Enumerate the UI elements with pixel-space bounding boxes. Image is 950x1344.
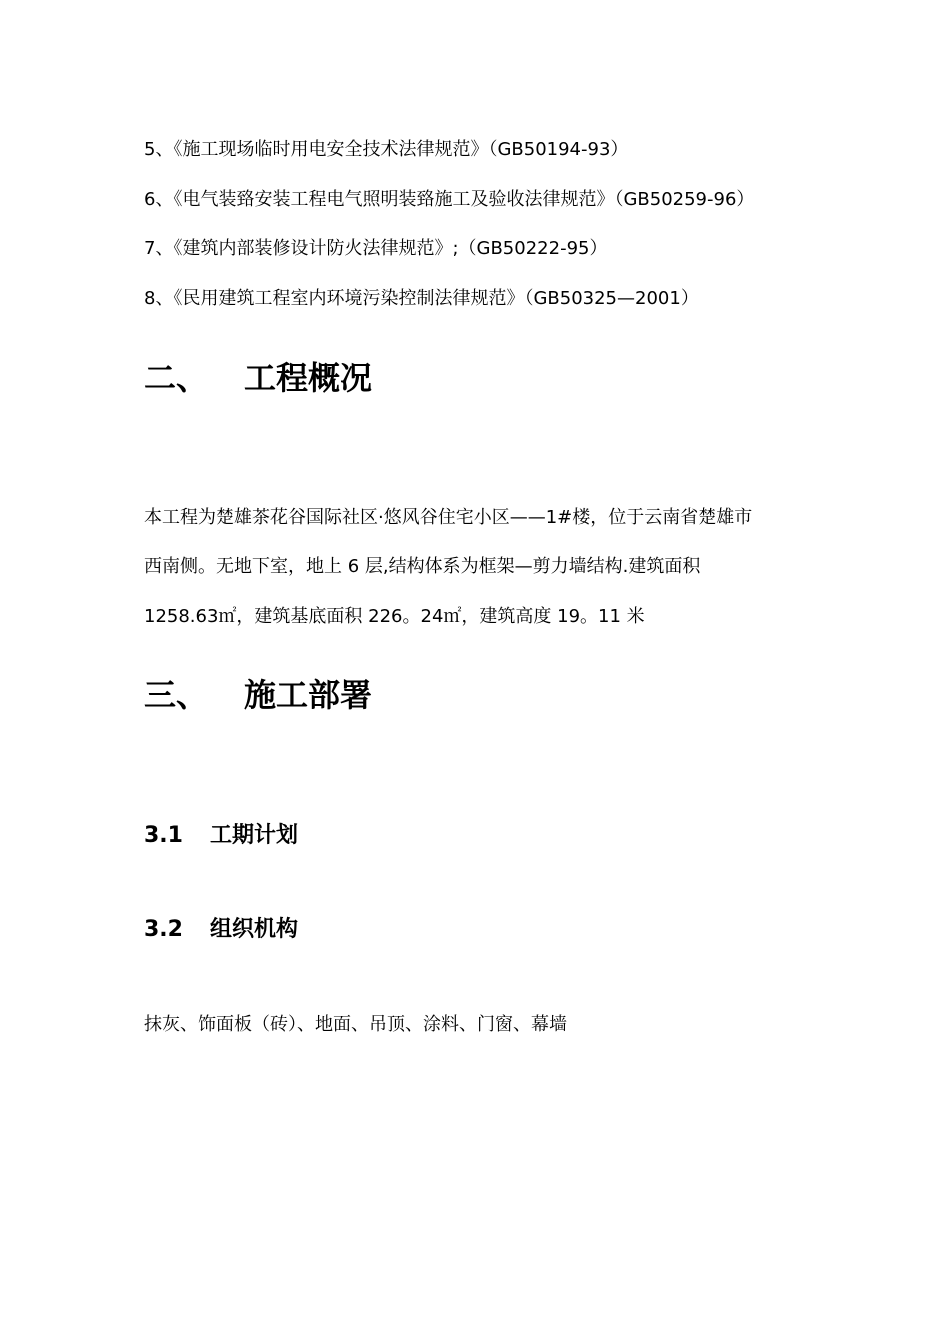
reference-item: 6、《电气装臵安装工程电气照明装臵施工及验收法律规范》（GB50259-96） (144, 189, 755, 210)
paragraph-line: 1258.63㎡，建筑基底面积 226。24㎡，建筑高度 19。11 米 (144, 606, 645, 627)
reference-item: 8、《民用建筑工程室内环境污染控制法律规范》（GB50325—2001） (144, 288, 699, 309)
reference-item: 7、《建筑内部装修设计防火法律规范》;（GB50222-95） (144, 238, 608, 259)
subsection-title: 工期计划 (210, 823, 299, 848)
paragraph-line: 本工程为楚雄茶花谷国际社区·悠风谷住宅小区——1#楼，位于云南省楚雄市 (144, 507, 753, 528)
subsection-heading-schedule (144, 821, 298, 851)
subsection-number: 3.1 (144, 823, 183, 848)
section-title: 工程概况 (244, 359, 373, 397)
section-number: 二、 (144, 359, 209, 397)
paragraph-line: 西南侧。无地下室，地上 6 层,结构体系为框架—剪力墙结构.建筑面积 (144, 556, 701, 577)
section-heading-deployment (144, 675, 372, 715)
section-heading-overview (144, 358, 372, 398)
subsection-title: 组织机构 (210, 917, 299, 942)
subsection-number: 3.2 (144, 917, 183, 942)
work-items-text: 抹灰、饰面板（砖）、地面、吊顶、涂料、门窗、幕墙 (144, 1014, 567, 1035)
section-number: 三、 (144, 676, 209, 714)
section-title: 施工部署 (244, 676, 373, 714)
reference-item: 5、《施工现场临时用电安全技术法律规范》（GB50194-93） (144, 139, 629, 160)
subsection-heading-organization (144, 915, 298, 945)
